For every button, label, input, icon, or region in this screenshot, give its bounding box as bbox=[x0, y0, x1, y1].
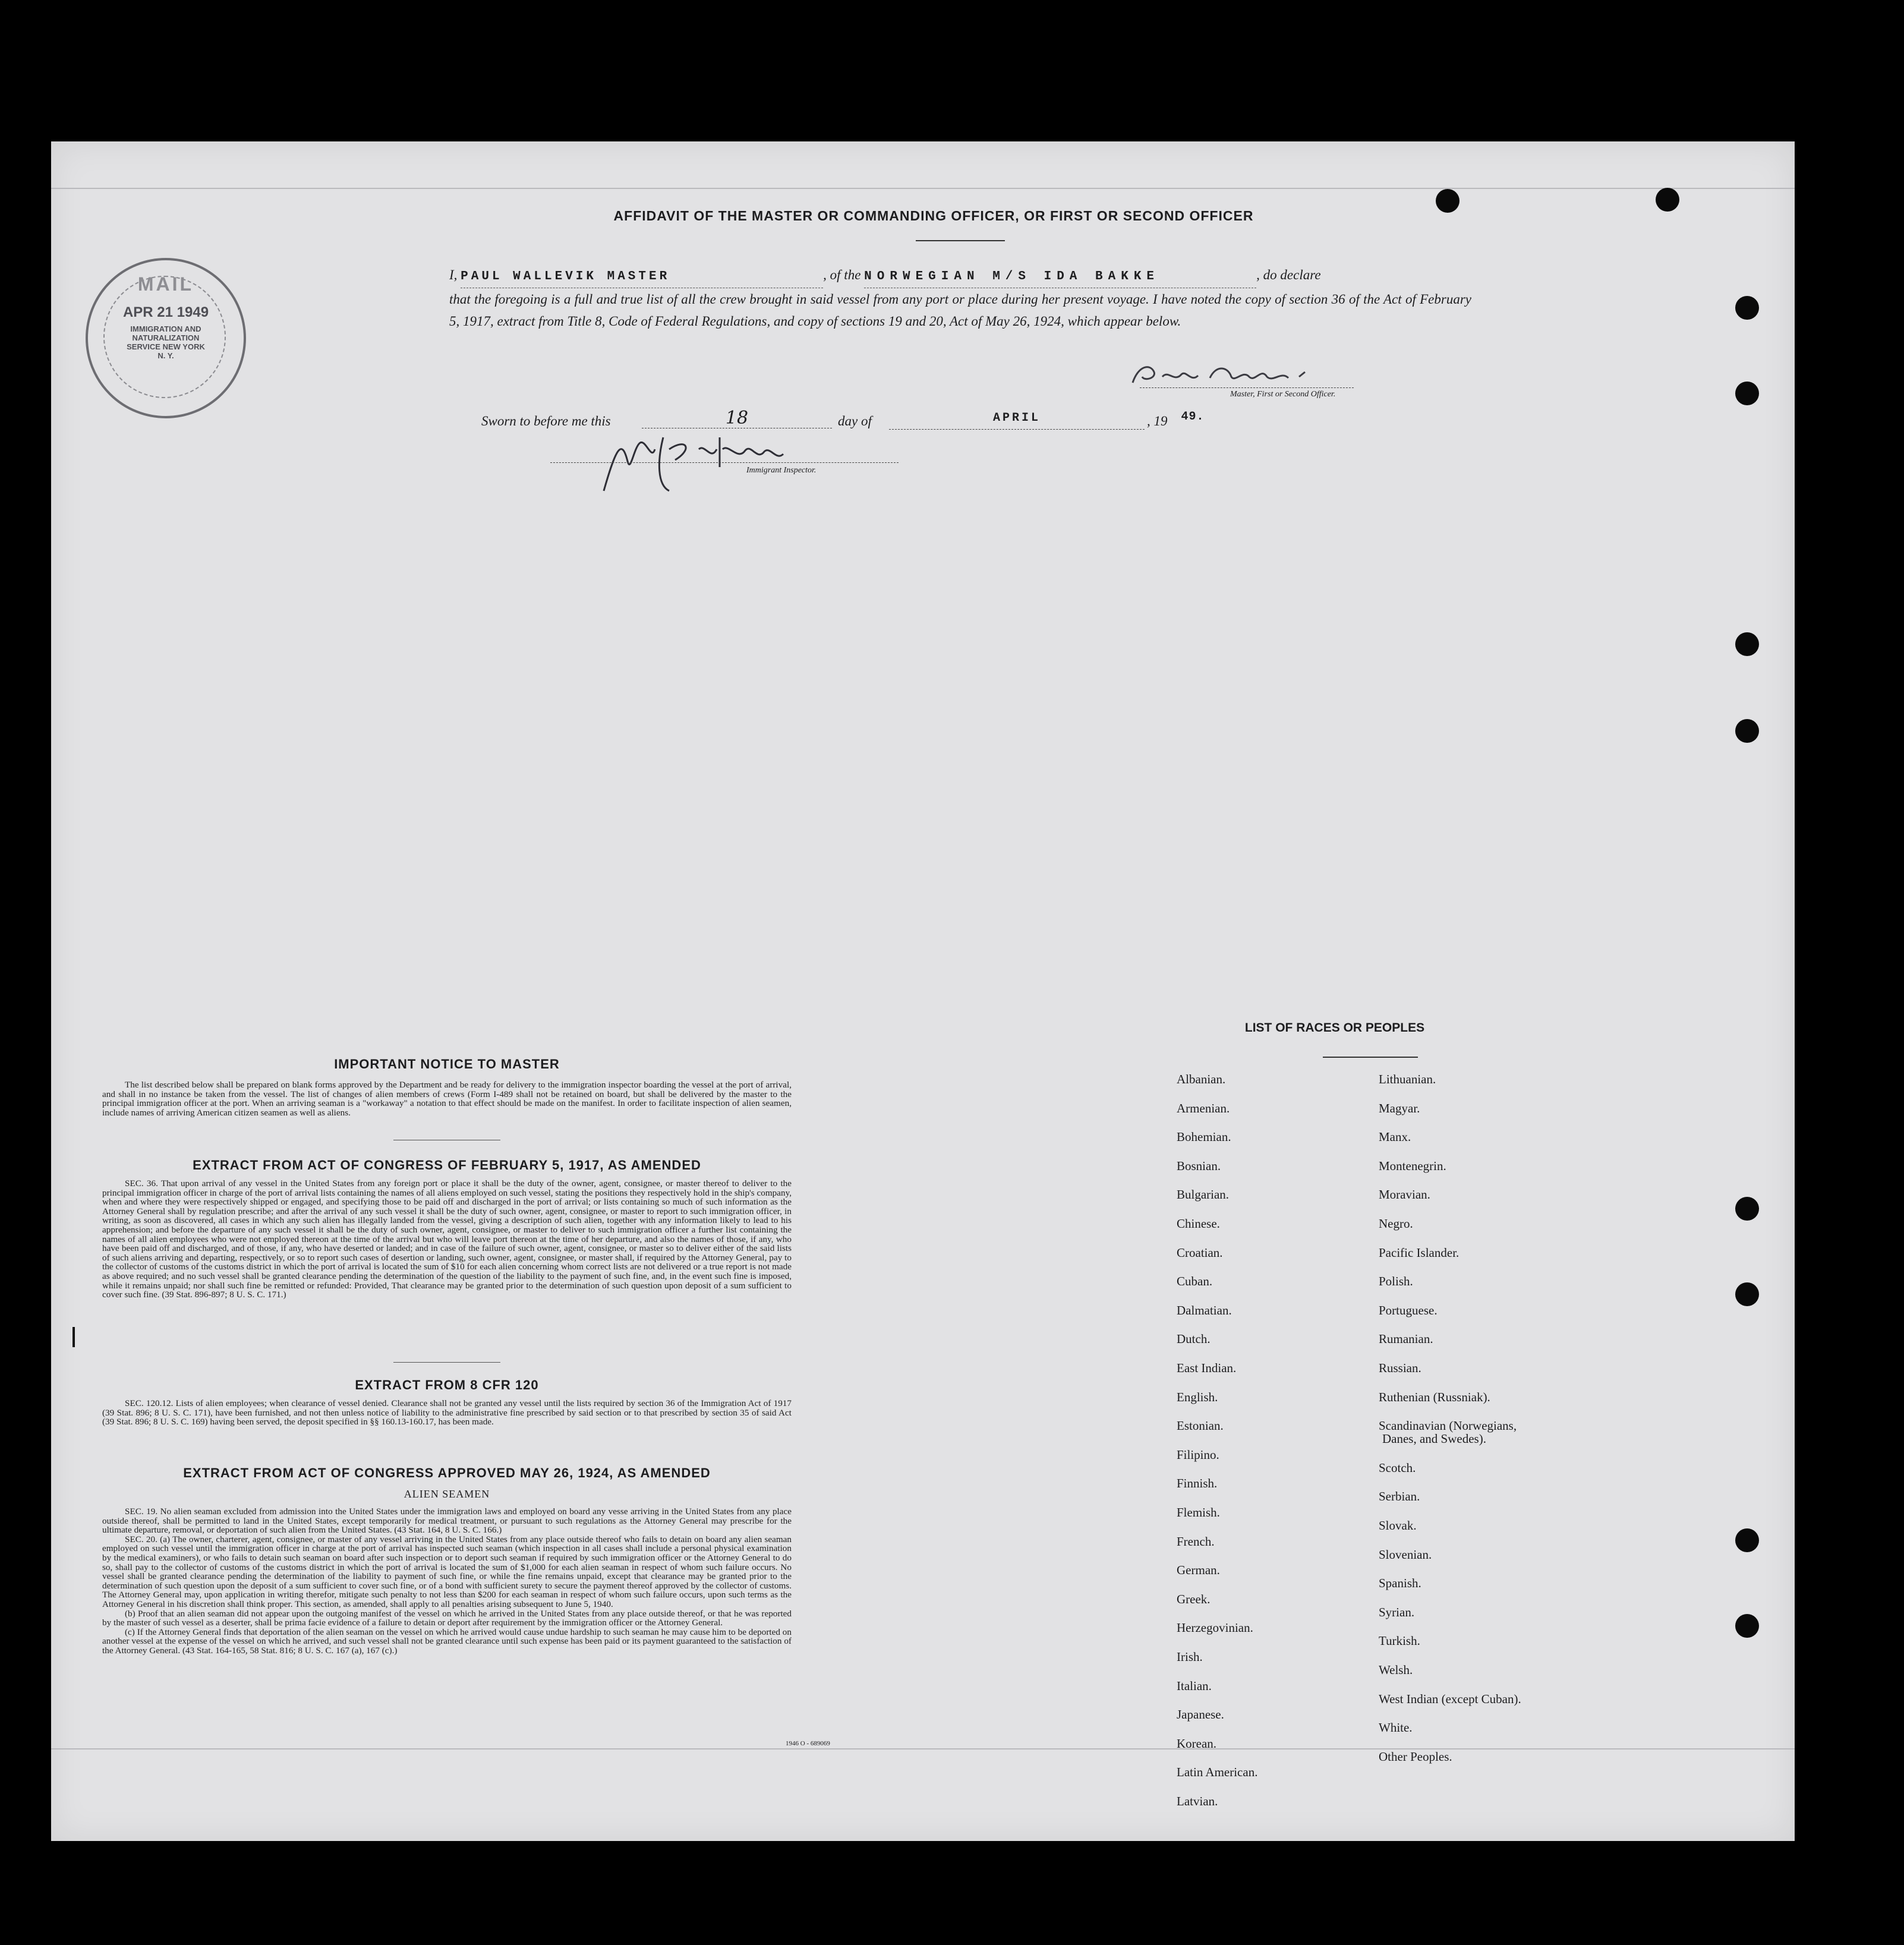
sec19-paragraph: SEC. 19. No alien seaman excluded from admission into the United States under the immigration laws and employed on board any vesse arriving in the United States from any place outside thereof, shall be permitted to land in the United States, except temporarily for medical treatment, or pursuant to such regulations as the Attorney General may prescribe for the ultimate departure, removal, or deportation of such alien from the United States. (43 Stat. 164, 8 U. S. C. 166.) bbox=[102, 1506, 792, 1536]
race-item: Armenian. bbox=[1177, 1101, 1230, 1115]
punch-hole bbox=[1735, 719, 1759, 743]
extract1-paragraph: SEC. 36. That upon arrival of any vessel in the United States from any foreign port or place it shall be the duty of the owner, agent, consignee, or master thereof to deliver to the principal immigration officer in charge of the port of arrival lists containing the names of all aliens employed on such vessel, stating the positions they respectively hold in the ship's company, when and where they were respectively shipped or engaged, and specifying those to be paid off and discharged in the port of arrival; or lists containing so much of such information as the Attorney General shall by regulation prescribe; and after the arrival of any such vessel it shall be the duty of such owner, agent, consignee, or master to report to such immigration officer, in writing, as soon as discovered, all cases in which any such alien has illegally landed from the vessel, giving a description of such alien, together with any information likely to lead to his apprehension; and before the departure of any such vessel it shall be the duty of such owner, agent, consignee, or master to deliver to such immigration officer a further list containing the names of all alien employees who were not employed thereon at the time of the arrival but who will leave port thereon at the time of her departure, and also the names of those, if any, who have been paid off and discharged, and of those, if any, who have deserted or landed; and in case of the failure of such owner, agent, consignee, or master so to deliver either of the said lists of such aliens arriving and departing, respectively, or so to report such cases of desertion or landing, such owner, agent, consignee, or master shall, if required by the Attorney General, pay to the collector of customs of the customs district in which the port of arrival is located the sum of $10 for each alien concerning whom correct lists are not delivered or a true report is not made as above required; and no such vessel shall be granted clearance pending the determination of the question of the liability to the payment of such fine, and, in the event such fine is imposed, while it remains unpaid; nor shall such fine be remitted or refunded: Provided, That clearance may be granted prior to the determination of such question upon deposit of a sum sufficient to cover such fine. (39 Stat. 896-897; 8 U. S. C. 171.) bbox=[102, 1178, 792, 1300]
year-prefix: , 19 bbox=[1147, 414, 1168, 428]
race-item: Spanish. bbox=[1379, 1576, 1421, 1591]
do-declare-label: , do declare bbox=[1256, 267, 1321, 282]
race-item: Montenegrin. bbox=[1379, 1158, 1446, 1173]
master-caption: Master, First or Second Officer. bbox=[1230, 390, 1336, 399]
race-item: Finnish. bbox=[1177, 1476, 1218, 1491]
race-item: Scotch. bbox=[1379, 1460, 1416, 1475]
race-item: Irish. bbox=[1177, 1650, 1203, 1664]
punch-hole bbox=[1735, 1282, 1759, 1306]
race-item: French. bbox=[1177, 1534, 1215, 1549]
i-label: I, bbox=[449, 267, 458, 282]
race-item: Flemish. bbox=[1177, 1505, 1220, 1520]
race-item: English. bbox=[1177, 1389, 1218, 1404]
receipt-stamp bbox=[86, 258, 246, 418]
punch-hole bbox=[1436, 189, 1459, 213]
sec20b-paragraph: (b) Proof that an alien seaman did not appear upon the outgoing manifest of the vessel on which he arrived in the United States from any place outside thereof, or that he was reported by the master of such vessel as a deserter, shall be prima facie evidence of a failure to detain or deport after requirement by the immigration officer or the Attorney General. bbox=[102, 1608, 792, 1628]
race-item: Pacific Islander. bbox=[1379, 1245, 1459, 1260]
declaration bbox=[449, 264, 1471, 332]
race-item: Manx. bbox=[1379, 1130, 1411, 1145]
extract1-body bbox=[102, 1179, 792, 1300]
race-item: Scandinavian (Norwegians, bbox=[1379, 1418, 1517, 1433]
inspector-signature-line bbox=[550, 462, 899, 463]
sworn-label: Sworn to before me this bbox=[481, 414, 611, 428]
race-item: Negro. bbox=[1379, 1216, 1413, 1231]
master-name: PAUL WALLEVIK MASTER bbox=[461, 266, 823, 288]
affidavit-title: AFFIDAVIT OF THE MASTER OR COMMANDING OFFICER, OR FIRST OR SECOND OFFICER bbox=[613, 208, 1254, 223]
races-rule bbox=[1323, 1057, 1418, 1058]
race-item: Korean. bbox=[1177, 1736, 1217, 1751]
race-item: Lithuanian. bbox=[1379, 1072, 1436, 1086]
sworn-month: APRIL bbox=[889, 411, 1145, 430]
race-item: Russian. bbox=[1379, 1361, 1421, 1375]
notice-body bbox=[102, 1080, 792, 1117]
race-item: Slovak. bbox=[1379, 1518, 1417, 1533]
extract1-title: EXTRACT FROM ACT OF CONGRESS OF FEBRUARY 5, 1917, AS AMENDED bbox=[193, 1158, 701, 1172]
race-item: Latvian. bbox=[1177, 1794, 1218, 1808]
declaration-first-line bbox=[449, 264, 1471, 288]
race-item: Albanian. bbox=[1177, 1072, 1226, 1086]
race-item: German. bbox=[1177, 1563, 1220, 1578]
day-of-label: day of bbox=[838, 414, 872, 428]
declaration-text: that the foregoing is a full and true list of all the crew brought in said vessel from any port or place during her present voyage. I have noted the copy of section 36 of the Act of February 5, 1917, extract from Title 8, Code of Federal Regulations, and copy of sections 19 and 20, Act of May 26, 1924, which appear below. bbox=[449, 292, 1471, 329]
title-rule bbox=[916, 240, 1005, 241]
punch-hole bbox=[1656, 188, 1679, 212]
punch-hole bbox=[1735, 632, 1759, 656]
extract3-title: EXTRACT FROM ACT OF CONGRESS APPROVED MAY 26, 1924, AS AMENDED bbox=[183, 1465, 711, 1480]
notice-title: IMPORTANT NOTICE TO MASTER bbox=[334, 1057, 560, 1071]
race-item: Moravian. bbox=[1379, 1187, 1430, 1202]
sec20c-paragraph: (c) If the Attorney General finds that deportation of the alien seaman on the vessel on which he arrived would cause undue hardship to such seaman he may cause him to be deported on another vessel at the expense of the vessel on which he arrived, and such vessel shall not be granted clearance until such expense has been paid or its payment guaranteed to the satisfaction of the Attorney General. (43 Stat. 164-165, 58 Stat. 816; 8 U. S. C. 167 (a), 167 (c).) bbox=[102, 1626, 792, 1656]
race-item: Filipino. bbox=[1177, 1447, 1219, 1462]
extract2-title: EXTRACT FROM 8 CFR 120 bbox=[355, 1377, 539, 1392]
race-item: Estonian. bbox=[1177, 1418, 1224, 1433]
inspector-caption: Immigrant Inspector. bbox=[746, 466, 817, 475]
sec20a-paragraph: SEC. 20. (a) The owner, charterer, agent, consignee, or master of any vessel arriving in the United States from any place outside thereof who fails to detain on board any alien seaman employed on such vessel until the immigration officer in charge at the port of arrival has inspected such seaman (which inspection in all cases shall include a personal physical examination by the medical examiners), or who fails to detain such seaman on board after such inspection or to deport such seaman if required by such immigration officer or the Attorney General to do so, shall pay to the collector of customs of the customs district in which the port of arrival is located the sum of $1,000 for each alien seaman in respect of whom such failure occurs. No vessel shall be granted clearance pending the determination of the liability to payment of such fine, or while the fine remains unpaid, except that clearance may be granted prior to the determination of such question upon the deposit of a sum sufficient to cover such fine, or of a bond with sufficient surety to secure the payment thereof approved by the collector of customs. The Attorney General may, upon application in writing therefor, mitigate such penalty to not less than $200 for each seaman in respect of whom such failure occurs, upon such terms as the Attorney General in his discretion shall think proper. This section, as amended, shall apply to all penalties arising subsequent to June 5, 1940. bbox=[102, 1534, 792, 1609]
extract3-subtitle: ALIEN SEAMEN bbox=[404, 1488, 490, 1500]
race-item: Turkish. bbox=[1379, 1634, 1420, 1648]
stamp-date: APR 21 1949 bbox=[122, 304, 209, 320]
race-item: Chinese. bbox=[1177, 1216, 1220, 1231]
race-item: Ruthenian (Russniak). bbox=[1379, 1389, 1490, 1404]
punch-hole bbox=[1735, 382, 1759, 405]
race-item: Serbian. bbox=[1379, 1489, 1420, 1504]
of-the-label: , of the bbox=[823, 267, 861, 282]
race-item: Portuguese. bbox=[1379, 1303, 1438, 1317]
race-item: Danes, and Swedes). bbox=[1382, 1432, 1486, 1446]
races-title: LIST OF RACES OR PEOPLES bbox=[1244, 1021, 1425, 1035]
race-item: Herzegovinian. bbox=[1177, 1621, 1253, 1635]
race-item: West Indian (except Cuban). bbox=[1379, 1691, 1521, 1706]
extract2-body bbox=[102, 1399, 792, 1427]
sworn-year: 49. bbox=[1181, 410, 1205, 424]
race-item: Croatian. bbox=[1177, 1245, 1223, 1260]
race-item: Other Peoples. bbox=[1379, 1749, 1452, 1764]
race-item: Welsh. bbox=[1379, 1663, 1413, 1677]
race-item: Bulgarian. bbox=[1177, 1187, 1230, 1202]
race-item: Rumanian. bbox=[1379, 1332, 1433, 1347]
document-page bbox=[51, 141, 1795, 1841]
stamp-top-text: MAIL bbox=[137, 273, 194, 295]
race-item: Syrian. bbox=[1379, 1604, 1415, 1619]
extract2-paragraph: SEC. 120.12. Lists of alien employees; when clearance of vessel denied. Clearance shall not be granted any vessel until the lists required by section 36 of the Immigration Act of 1917 (39 Stat. 896; 8 U. S. C. 171), have been furnished, and not then unless notice of liability to the administrative fine prescribed by said section or to that prescribed by section 35 of said Act (39 Stat. 896; 8 U. S. C. 169) having been served, the deposit specified in §§ 160.13-160.17, has been made. bbox=[102, 1398, 792, 1427]
master-signature-line bbox=[1140, 387, 1354, 388]
extract3-body bbox=[102, 1507, 792, 1656]
extract1-rule bbox=[393, 1362, 500, 1363]
sworn-day: 18 bbox=[642, 408, 832, 428]
race-item: White. bbox=[1379, 1720, 1413, 1735]
race-item: Bosnian. bbox=[1177, 1158, 1221, 1173]
race-item: Polish. bbox=[1379, 1274, 1413, 1289]
race-item: Bohemian. bbox=[1177, 1130, 1231, 1145]
notice-paragraph: The list described below shall be prepared on blank forms approved by the Department and be ready for delivery to the immigration inspector boarding the vessel at the port of arrival, and shall in no instance be taken from the vessel. The list of changes of alien members of crews (Form I-489 shall not be retained on board, but shall be delivered by the master to the principal immigration officer at the port. When an arriving seaman is a "workaway" a notation to that effect should be made on the manifest. In order to facilitate inspection of alien seamen, include names of arriving American citizen seamen as well as aliens. bbox=[102, 1080, 792, 1118]
stamp-text: IMMIGRATION AND NATURALIZATION SERVICE NEW YORK N. Y. bbox=[127, 324, 205, 360]
top-fold-line bbox=[51, 188, 1795, 189]
punch-hole bbox=[1735, 1197, 1759, 1221]
vessel-name: NORWEGIAN M/S IDA BAKKE bbox=[864, 266, 1256, 288]
margin-mark bbox=[72, 1327, 75, 1347]
race-item: Dutch. bbox=[1177, 1332, 1211, 1347]
race-item: Cuban. bbox=[1177, 1274, 1213, 1289]
race-item: Latin American. bbox=[1177, 1765, 1258, 1780]
punch-hole bbox=[1735, 1528, 1759, 1552]
race-item: Japanese. bbox=[1177, 1707, 1224, 1722]
punch-hole bbox=[1735, 296, 1759, 320]
race-item: Italian. bbox=[1177, 1678, 1212, 1693]
race-item: Dalmatian. bbox=[1177, 1303, 1232, 1317]
race-item: Slovenian. bbox=[1379, 1547, 1432, 1562]
bottom-fold-line bbox=[51, 1748, 1795, 1749]
race-item: Greek. bbox=[1177, 1591, 1211, 1606]
race-item: Magyar. bbox=[1379, 1101, 1420, 1115]
punch-hole bbox=[1735, 1614, 1759, 1638]
race-item: East Indian. bbox=[1177, 1361, 1237, 1375]
print-code: 1946 O - 689069 bbox=[786, 1740, 830, 1747]
